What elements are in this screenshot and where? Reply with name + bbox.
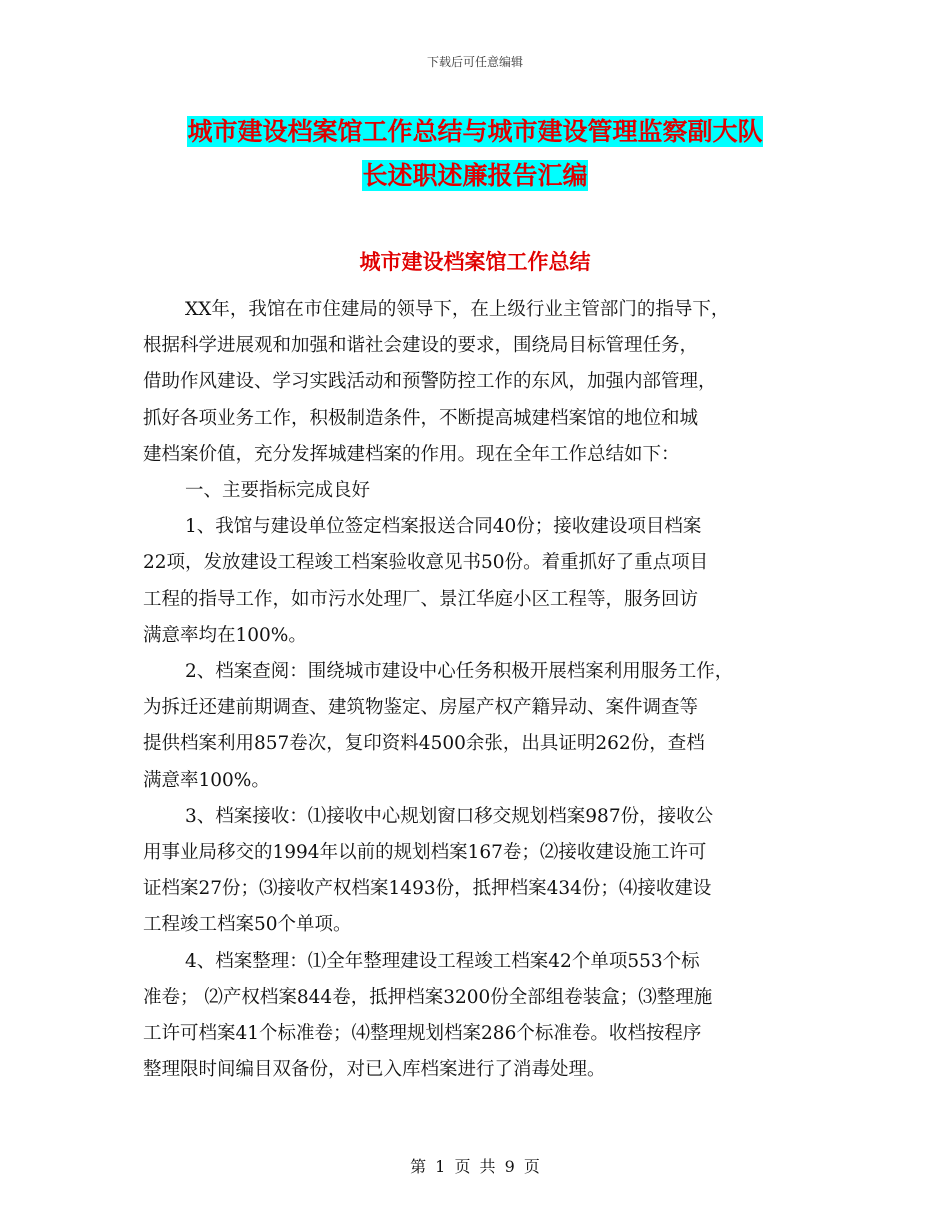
paragraph-line: 3、档案接收：⑴接收中心规划窗口移交规划档案987份，接收公: [185, 805, 714, 827]
paragraph-line: 工程竣工档案50个单项。: [143, 914, 352, 936]
paragraph-line: 为拆迁还建前期调查、建筑物鉴定、房屋产权产籍异动、案件调查等: [143, 697, 699, 719]
paragraph-line: 工许可档案41个标准卷；⑷整理规划档案286个标准卷。收档按程序: [143, 1023, 702, 1045]
paragraph-line: XX年，我馆在市住建局的领导下，在上级行业主管部门的指导下，: [185, 299, 730, 320]
paragraph-line: 1、我馆与建设单位签定档案报送合同40份；接收建设项目档案: [185, 516, 702, 538]
paragraph-line: 准卷； ⑵产权档案844卷，抵押档案3200份全部组卷装盒；⑶整理施: [143, 986, 713, 1008]
paragraph-line: 用事业局移交的1994年以前的规划档案167卷；⑵接收建设施工许可: [143, 842, 707, 864]
body-text: [143, 292, 815, 1088]
paragraph-line: 工程的指导工作，如市污水处理厂、景江华庭小区工程等，服务回访: [143, 588, 699, 610]
section-title: 城市建设档案馆工作总结: [359, 250, 591, 274]
paragraph-line: 2、档案查阅：围绕城市建设中心任务积极开展档案利用服务工作，: [185, 661, 734, 683]
subheading: 一、主要指标完成良好: [185, 480, 371, 502]
paragraph-line: 建档案价值，充分发挥城建档案的作用。现在全年工作总结如下：: [143, 443, 680, 465]
title-line-2: 长述职述廉报告汇编: [362, 161, 588, 190]
document-title: [0, 110, 950, 198]
paragraph-line: 整理限时间编目双备份，对已入库档案进行了消毒处理。: [143, 1059, 606, 1081]
paragraph-line: 满意率100%。: [143, 769, 270, 791]
paragraph-line: 证档案27份；⑶接收产权档案1493份，抵押档案434份；⑷接收建设: [143, 878, 712, 900]
paragraph-line: 借助作风建设、学习实践活动和预警防控工作的东风，加强内部管理，: [143, 371, 717, 393]
paragraph-line: 4、档案整理：⑴全年整理建设工程竣工档案42个单项553个标: [185, 950, 700, 972]
title-line-1: 城市建设档案馆工作总结与城市建设管理监察副大队: [187, 117, 763, 146]
page-number-footer: 第 1 页 共 9 页: [410, 1157, 540, 1176]
header-note: 下载后可任意编辑: [426, 55, 523, 69]
paragraph-line: 满意率均在100%。: [143, 624, 307, 646]
paragraph-line: 提供档案利用857卷次，复印资料4500余张，出具证明262份，查档: [143, 733, 705, 755]
paragraph-line: 22项，发放建设工程竣工档案验收意见书50份。着重抓好了重点项目: [143, 552, 709, 574]
paragraph-line: 抓好各项业务工作，积极制造条件，不断提高城建档案馆的地位和城: [143, 407, 699, 429]
paragraph-line: 根据科学进展观和加强和谐社会建设的要求，围绕局目标管理任务，: [143, 335, 699, 357]
